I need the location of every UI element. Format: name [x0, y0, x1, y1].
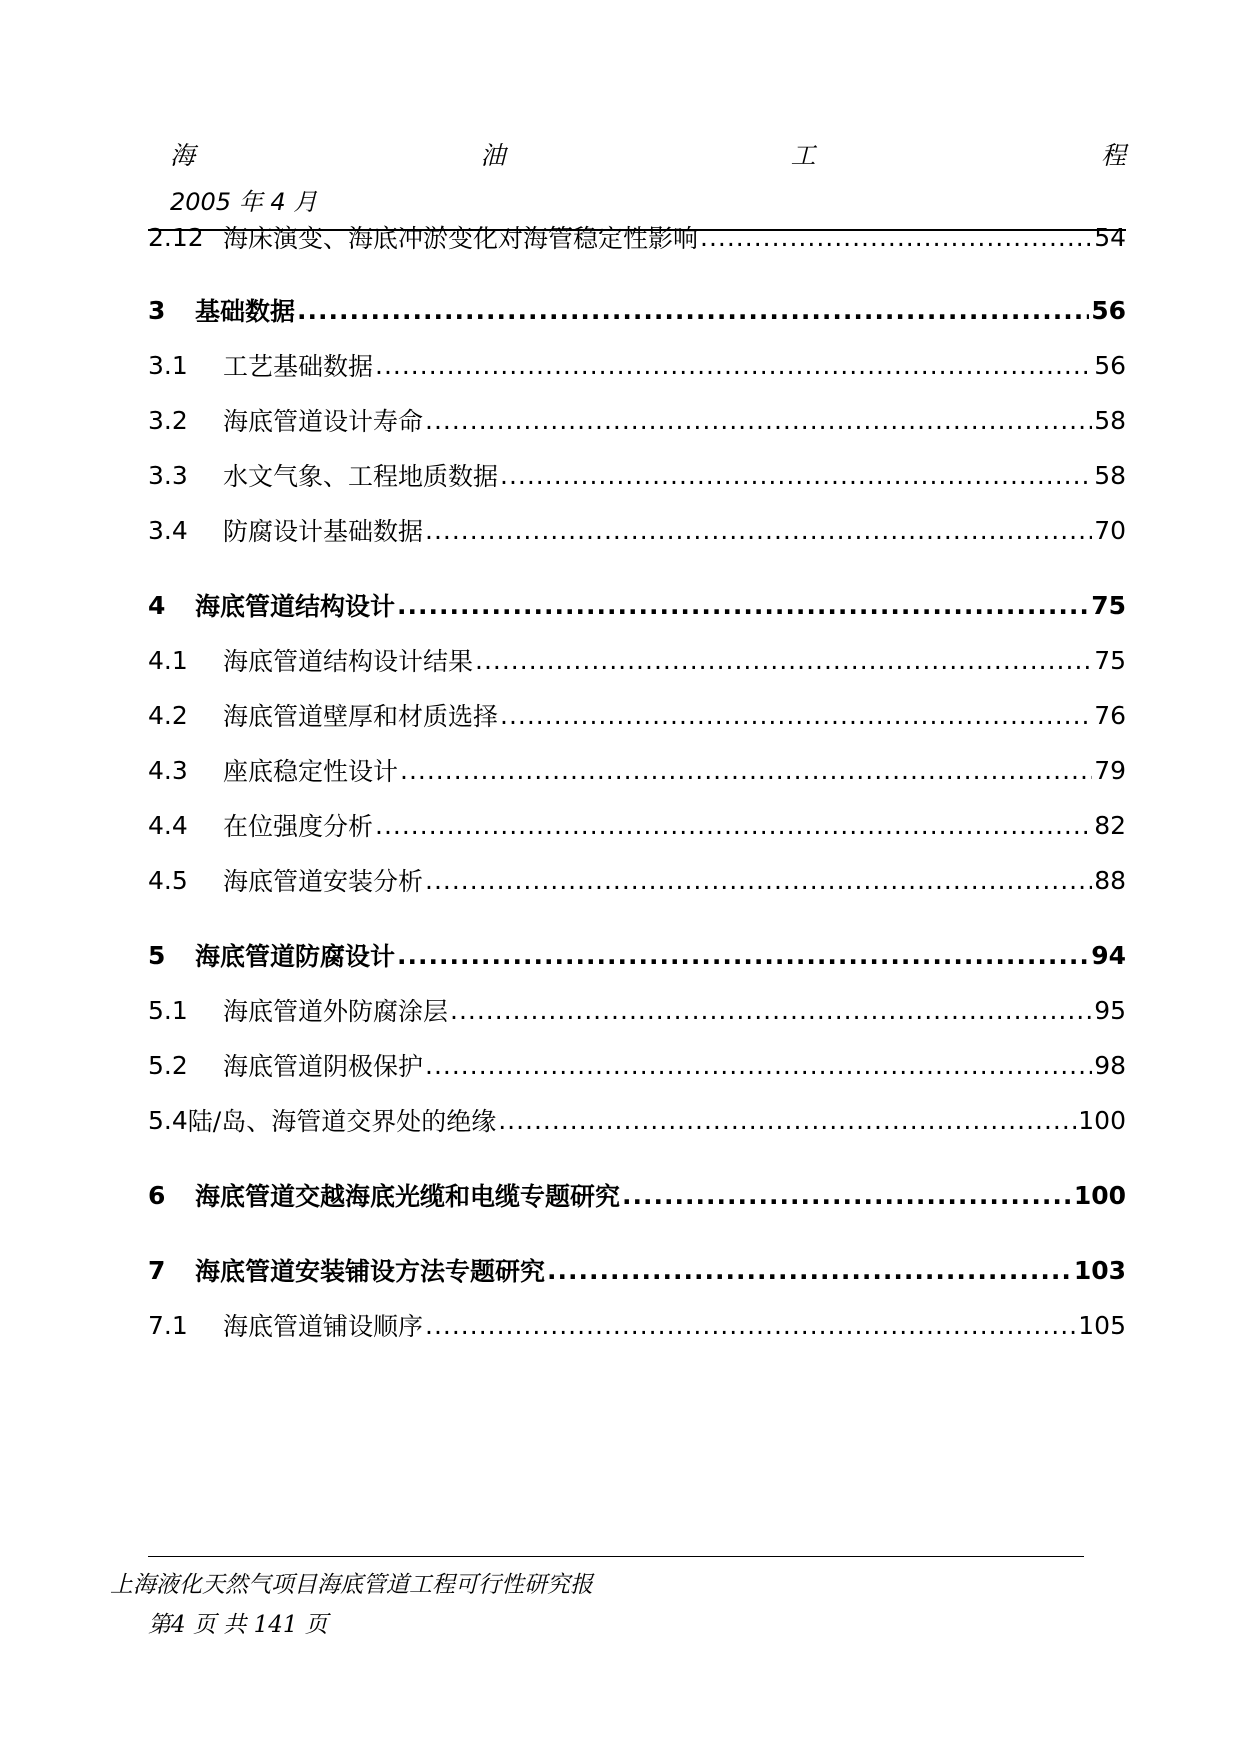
toc-entry-number: 7.1 — [148, 1310, 188, 1340]
toc-section-entry[interactable] — [148, 805, 1126, 845]
header-date: 2005 年 4 月 — [170, 188, 318, 216]
toc-leader-dots — [425, 516, 1092, 545]
toc-entry-title: 水文气象、工程地质数据 — [223, 462, 499, 491]
toc-entry-number: 4.3 — [148, 755, 188, 785]
toc-entry-number: 4.5 — [148, 865, 188, 895]
toc-entry-title: 工艺基础数据 — [223, 352, 374, 381]
toc-entry-title: 海底管道阴极保护 — [223, 1052, 424, 1081]
toc-entry-title: 海底管道壁厚和材质选择 — [223, 702, 499, 731]
toc-entry-page-number: 94 — [1091, 940, 1126, 970]
toc-entry-page-number: 88 — [1094, 865, 1126, 895]
toc-entry-number: 5.4 — [148, 1105, 188, 1135]
toc-entry-number: 6 — [148, 1180, 166, 1210]
toc-section-entry[interactable] — [148, 400, 1126, 440]
toc-entry-title: 海底管道交越海底光缆和电缆专题研究 — [195, 1182, 621, 1211]
toc-entry-title: 海底管道安装分析 — [223, 867, 424, 896]
toc-entry-page-number: 100 — [1073, 1180, 1126, 1210]
toc-chapter-entry[interactable] — [148, 1175, 1126, 1215]
toc-section-entry[interactable] — [148, 345, 1126, 385]
toc-entry-title: 陆/岛、海管道交界处的绝缘 — [187, 1107, 497, 1136]
toc-entry-page-number: 56 — [1091, 295, 1126, 325]
toc-leader-dots — [622, 1181, 1072, 1210]
toc-leader-dots — [547, 1256, 1072, 1285]
header-title-char: 海 — [170, 141, 196, 170]
header-title — [170, 136, 1126, 172]
toc-entry-number: 3.4 — [148, 515, 188, 545]
toc-entry-number: 4.1 — [148, 645, 188, 675]
toc-chapter-entry[interactable] — [148, 585, 1126, 625]
toc-leader-dots — [425, 406, 1092, 435]
toc-entry-number: 4.2 — [148, 700, 188, 730]
toc-entry-title: 海底管道外防腐涂层 — [223, 997, 449, 1026]
toc-section-entry[interactable] — [148, 1100, 1126, 1140]
toc-leader-dots — [498, 1106, 1076, 1135]
toc-section-entry[interactable] — [148, 860, 1126, 900]
toc-entry-number: 5.1 — [148, 995, 188, 1025]
toc-chapter-entry[interactable] — [148, 935, 1126, 975]
toc-entry-page-number: 54 — [1094, 222, 1126, 252]
toc-section-entry[interactable] — [148, 217, 1126, 257]
toc-entry-page-number: 100 — [1078, 1105, 1126, 1135]
toc-entry-number: 5 — [148, 940, 166, 970]
toc-entry-page-number: 58 — [1094, 405, 1126, 435]
toc-entry-title: 防腐设计基础数据 — [223, 517, 424, 546]
toc-leader-dots — [425, 1051, 1092, 1080]
toc-entry-title: 海底管道防腐设计 — [195, 942, 396, 971]
toc-section-entry[interactable] — [148, 455, 1126, 495]
toc-section-entry[interactable] — [148, 640, 1126, 680]
toc-entry-page-number: 75 — [1091, 590, 1126, 620]
toc-entry-number: 3.1 — [148, 350, 188, 380]
footer-doc-title: 上海液化天然气项目海底管道工程可行性研究报 — [110, 1572, 593, 1598]
toc-section-entry[interactable] — [148, 1305, 1126, 1345]
toc-entry-number: 7 — [148, 1255, 166, 1285]
toc-entry-page-number: 82 — [1094, 810, 1126, 840]
toc-entry-number: 3.2 — [148, 405, 188, 435]
toc-leader-dots — [375, 811, 1092, 840]
toc-leader-dots — [400, 756, 1092, 785]
toc-leader-dots — [500, 701, 1092, 730]
footer-page-info: 第4 页 共 141 页 — [148, 1612, 328, 1638]
toc-section-entry[interactable] — [148, 750, 1126, 790]
toc-entry-title: 在位强度分析 — [223, 812, 374, 841]
toc-entry-number: 3 — [148, 295, 166, 325]
toc-entry-title: 海底管道结构设计结果 — [223, 647, 474, 676]
toc-entry-title: 海底管道铺设顺序 — [223, 1312, 424, 1341]
footer-divider — [148, 1556, 1084, 1557]
toc-entry-number: 5.2 — [148, 1050, 188, 1080]
toc-entry-title: 海床演变、海底冲淤变化对海管稳定性影响 — [223, 224, 699, 253]
toc-entry-number: 4 — [148, 590, 166, 620]
toc-leader-dots — [700, 223, 1092, 252]
toc-entry-number: 2.12 — [148, 222, 204, 252]
toc-entry-number: 4.4 — [148, 810, 188, 840]
toc-entry-page-number: 98 — [1094, 1050, 1126, 1080]
toc-entry-page-number: 70 — [1094, 515, 1126, 545]
toc-entry-title: 海底管道设计寿命 — [223, 407, 424, 436]
toc-entry-page-number: 58 — [1094, 460, 1126, 490]
toc-entry-title: 基础数据 — [195, 297, 296, 326]
toc-leader-dots — [500, 461, 1092, 490]
header-title-char: 油 — [480, 141, 506, 170]
header-title-char: 程 — [1100, 141, 1126, 170]
toc-leader-dots — [450, 996, 1092, 1025]
toc-entry-page-number: 75 — [1094, 645, 1126, 675]
toc-chapter-entry[interactable] — [148, 1250, 1126, 1290]
toc-leader-dots — [397, 591, 1089, 620]
toc-entry-page-number: 56 — [1094, 350, 1126, 380]
toc-entry-page-number: 79 — [1094, 755, 1126, 785]
toc-entry-page-number: 76 — [1094, 700, 1126, 730]
toc-entry-title: 海底管道安装铺设方法专题研究 — [195, 1257, 546, 1286]
toc-section-entry[interactable] — [148, 1045, 1126, 1085]
toc-entry-title: 座底稳定性设计 — [223, 757, 399, 786]
toc-leader-dots — [397, 941, 1089, 970]
toc-entry-page-number: 103 — [1073, 1255, 1126, 1285]
toc-entry-title: 海底管道结构设计 — [195, 592, 396, 621]
toc-entry-page-number: 105 — [1078, 1310, 1126, 1340]
toc-leader-dots — [425, 1311, 1076, 1340]
header-title-char: 工 — [790, 141, 816, 170]
toc-leader-dots — [297, 296, 1089, 325]
toc-leader-dots — [375, 351, 1092, 380]
toc-entry-page-number: 95 — [1094, 995, 1126, 1025]
toc-section-entry[interactable] — [148, 990, 1126, 1030]
toc-chapter-entry[interactable] — [148, 290, 1126, 330]
toc-section-entry[interactable] — [148, 695, 1126, 735]
toc-leader-dots — [475, 646, 1092, 675]
toc-section-entry[interactable] — [148, 510, 1126, 550]
toc-entry-number: 3.3 — [148, 460, 188, 490]
toc-leader-dots — [425, 866, 1092, 895]
